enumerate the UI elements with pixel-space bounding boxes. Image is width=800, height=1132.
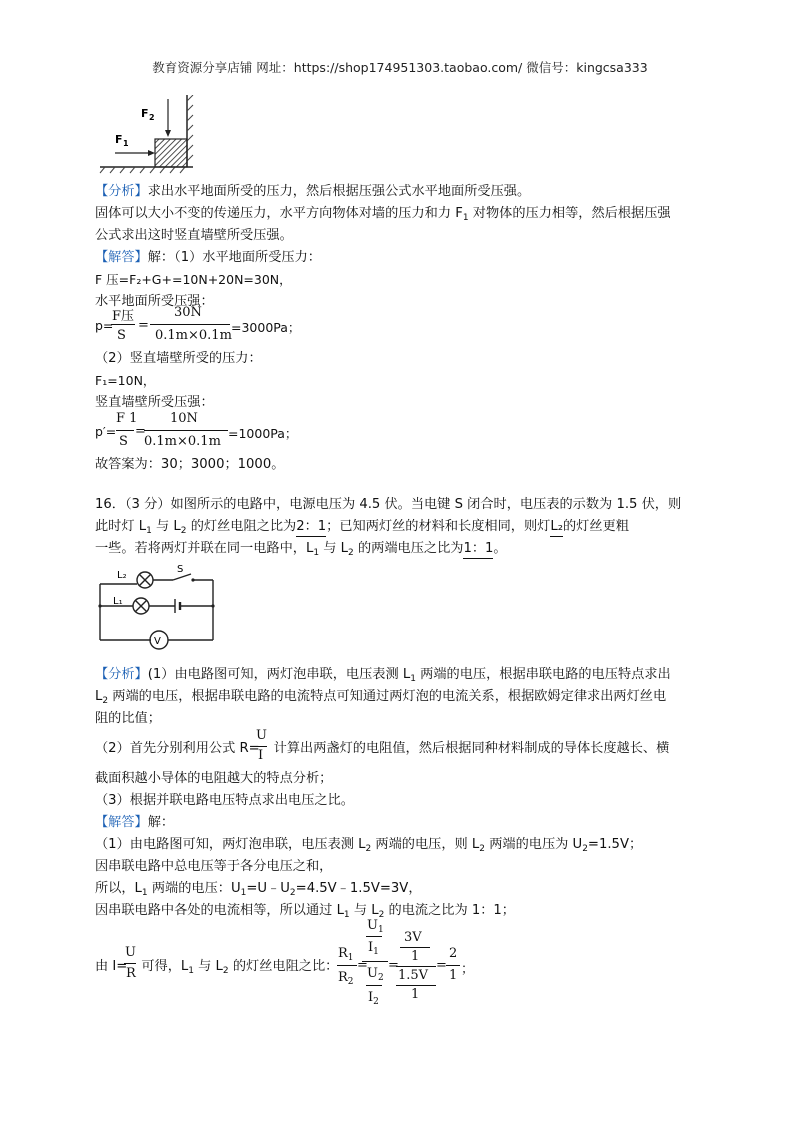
question-16-line2: 此时灯 $L_1$ 与 $L_2$ 的灯丝电阻之比为2：1；已知两灯丝的材料和长度相同，则灯L₂的灯丝更粗 <box>95 519 629 536</box>
analysis-16-line2: $L_2$ 两端的电压，根据串联电路的电流特点可知通过两灯泡的电流关系，根据欧姆定律求出两灯丝电 <box>95 689 667 706</box>
solution-16-line1: （1）由电路图可知，两灯泡串联，电压表测 $L_2$ 两端的电压，则 $L_2$ 两端的电压为 $U_2=1.5V$； <box>95 837 643 854</box>
f1-label: F <box>115 133 123 146</box>
svg-text:1: 1 <box>123 139 129 148</box>
circuit-diagram <box>95 562 225 654</box>
svg-text:L₁: L₁ <box>113 596 123 607</box>
solution-15-line6: 竖直墙壁所受压强： <box>95 395 214 410</box>
force-diagram <box>95 95 205 175</box>
solution-15-line4: （2）竖直墙壁所受的压力： <box>95 351 262 366</box>
block <box>155 139 187 167</box>
solution-15-line3: 水平地面所受压强： <box>95 294 214 309</box>
svg-text:V: V <box>154 636 161 647</box>
solution-16-line2: 因串联电路中总电压等于各分电压之和， <box>95 859 333 874</box>
analysis-15-line3: 公式求出这时竖直墙壁所受压强。 <box>95 228 293 243</box>
wall-hatch <box>187 95 193 161</box>
analysis-15-line1: 【分析】求出水平地面所受的压力，然后根据压强公式水平地面所受压强。 <box>95 184 531 199</box>
analysis-16-line3: 阻的比值； <box>95 711 161 726</box>
f2-label: F <box>141 107 149 120</box>
solution-16-line5: 由 I= 可得，$L_1$ 与 $L_2$ 的灯丝电阻之比： <box>95 959 339 976</box>
analysis-16-line4: （2）首先分别利用公式 R= 计算出两盏灯的电阻值，然后根据同种材料制成的导体长度越长、横 <box>95 741 670 756</box>
solution-15-line5: F₁=10N， <box>95 373 156 388</box>
ground-hatch <box>100 167 185 173</box>
svg-text:L₂: L₂ <box>117 570 127 581</box>
solution-15-line2: F 压=F₂+G+=10N+20N=30N， <box>95 272 292 287</box>
analysis-16-line6: （3）根据并联电路电压特点求出电压之比。 <box>95 793 354 808</box>
solution-16-line4: 因串联电路中各处的电流相等，所以通过 $L_1$ 与 $L_2$ 的电流之比为 1：1； <box>95 903 515 920</box>
answer-blank-2: L₂ <box>550 518 563 537</box>
analysis-16-line5: 截面积越小导体的电阻越大的特点分析； <box>95 771 333 786</box>
page-header: 教育资源分享店铺 网址：https://shop174951303.taobao.com/ 微信号：kingcsa333 <box>152 60 648 75</box>
answer-blank-1: 2：1 <box>296 518 326 537</box>
answer-15-final: 故答案为：30；3000；1000。 <box>95 457 285 472</box>
svg-text:2: 2 <box>149 113 155 122</box>
solution-16-line3: 所以，$L_1$ 两端的电压：$U_1=U﹣U_2=4.5V﹣1.5V=3V$， <box>95 881 422 898</box>
analysis-15-line2: 固体可以大小不变的传递压力，水平方向物体对墙的压力和力 $F_1$ 对物体的压力相等，然后根据压强 <box>95 206 671 223</box>
solution-15-line1: 【解答】解：（1）水平地面所受压力： <box>95 250 321 265</box>
question-16-line3: 一些。若将两灯并联在同一电路中，$L_1$ 与 $L_2$ 的两端电压之比为1：1。 <box>95 541 507 558</box>
solution-16-line0: 【解答】解： <box>95 815 175 830</box>
question-16-line1: 16．（3 分）如图所示的电路中，电源电压为 4.5 伏。当电键 S 闭合时，电压表的示数为 1.5 伏，则 <box>95 497 682 512</box>
answer-blank-3: 1：1 <box>463 540 493 559</box>
analysis-16-line1: 【分析】(1）由电路图可知，两灯泡串联，电压表测 $L_1$ 两端的电压，根据串联电路的电压特点求出 <box>95 667 671 684</box>
svg-text:S: S <box>177 564 184 575</box>
